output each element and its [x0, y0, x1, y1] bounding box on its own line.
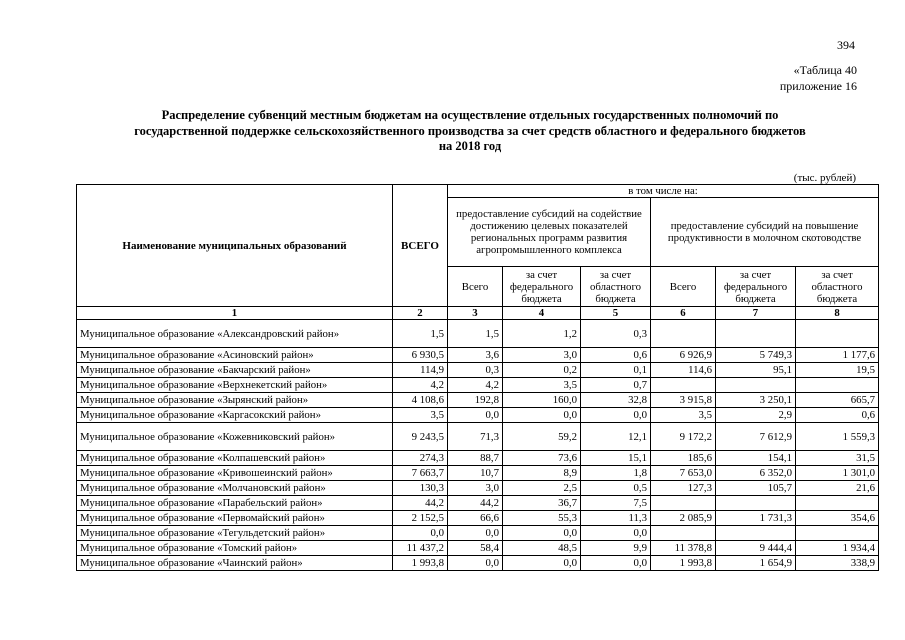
header-total: ВСЕГО: [393, 185, 448, 307]
agro-total-value: 0,3: [448, 363, 503, 378]
table-row: [77, 541, 879, 556]
dairy-federal-value: 3 250,1: [716, 393, 796, 408]
agro-regional-value: 32,8: [581, 393, 651, 408]
total-value: 6 930,5: [393, 348, 448, 363]
dairy-federal-value: 105,7: [716, 481, 796, 496]
agro-total-value: 0,0: [448, 408, 503, 423]
municipality-name: Муниципальное образование «Колпашевский район»: [77, 451, 393, 466]
header-group-dairy: предоставление субсидий на повышение продуктивности в молочном скотоводстве: [651, 198, 879, 267]
dairy-regional-value: 31,5: [796, 451, 879, 466]
municipality-name: Муниципальное образование «Кривошеинский район»: [77, 466, 393, 481]
agro-total-value: 10,7: [448, 466, 503, 481]
total-value: 114,9: [393, 363, 448, 378]
dairy-regional-value: 1 934,4: [796, 541, 879, 556]
table-row: [77, 511, 879, 526]
agro-regional-value: 0,0: [581, 556, 651, 571]
agro-total-value: 0,0: [448, 526, 503, 541]
agro-federal-value: 55,3: [503, 511, 581, 526]
dairy-total-value: 9 172,2: [651, 423, 716, 451]
dairy-federal-value: 95,1: [716, 363, 796, 378]
dairy-total-value: 185,6: [651, 451, 716, 466]
page-number: 394: [837, 38, 855, 52]
dairy-federal-value: 2,9: [716, 408, 796, 423]
dairy-federal-value: 154,1: [716, 451, 796, 466]
table-row: [77, 348, 879, 363]
dairy-federal-value: [716, 526, 796, 541]
agro-federal-value: 36,7: [503, 496, 581, 511]
dairy-regional-value: [796, 496, 879, 511]
table-body: [77, 320, 879, 571]
header-agro-federal: за счет федерального бюджета: [503, 267, 581, 307]
column-number: 5: [581, 307, 651, 320]
agro-federal-value: 59,2: [503, 423, 581, 451]
dairy-regional-value: 1 559,3: [796, 423, 879, 451]
agro-federal-value: 3,5: [503, 378, 581, 393]
table-row: [77, 393, 879, 408]
dairy-federal-value: 5 749,3: [716, 348, 796, 363]
header-dairy-regional: за счет областного бюджета: [796, 267, 879, 307]
municipality-name: Муниципальное образование «Парабельский район»: [77, 496, 393, 511]
municipality-name: Муниципальное образование «Александровский район»: [77, 320, 393, 348]
dairy-total-value: [651, 526, 716, 541]
agro-regional-value: 0,6: [581, 348, 651, 363]
agro-regional-value: 0,1: [581, 363, 651, 378]
column-number: 7: [716, 307, 796, 320]
municipality-name: Муниципальное образование «Чаинский район»: [77, 556, 393, 571]
municipality-name: Муниципальное образование «Зырянский район»: [77, 393, 393, 408]
dairy-federal-value: 9 444,4: [716, 541, 796, 556]
agro-federal-value: 3,0: [503, 348, 581, 363]
table-row: [77, 320, 879, 348]
dairy-federal-value: 6 352,0: [716, 466, 796, 481]
table-row: [77, 526, 879, 541]
agro-total-value: 1,5: [448, 320, 503, 348]
agro-total-value: 3,6: [448, 348, 503, 363]
column-number: 1: [77, 307, 393, 320]
header-name: Наименование муниципальных образований: [77, 185, 393, 307]
agro-total-value: 44,2: [448, 496, 503, 511]
table-row: [77, 378, 879, 393]
dairy-total-value: [651, 320, 716, 348]
agro-federal-value: 48,5: [503, 541, 581, 556]
column-number: 8: [796, 307, 879, 320]
municipality-name: Муниципальное образование «Асиновский район»: [77, 348, 393, 363]
total-value: 7 663,7: [393, 466, 448, 481]
dairy-regional-value: 1 177,6: [796, 348, 879, 363]
agro-total-value: 4,2: [448, 378, 503, 393]
total-value: 4,2: [393, 378, 448, 393]
municipality-name: Муниципальное образование «Бакчарский район»: [77, 363, 393, 378]
agro-regional-value: 7,5: [581, 496, 651, 511]
total-value: 274,3: [393, 451, 448, 466]
appendix-label: [780, 62, 857, 94]
dairy-total-value: 3,5: [651, 408, 716, 423]
dairy-regional-value: 1 301,0: [796, 466, 879, 481]
units-label: (тыс. рублей): [793, 172, 856, 184]
table-row: [77, 423, 879, 451]
dairy-total-value: 11 378,8: [651, 541, 716, 556]
agro-regional-value: 0,7: [581, 378, 651, 393]
agro-federal-value: 0,2: [503, 363, 581, 378]
dairy-federal-value: [716, 320, 796, 348]
agro-federal-value: 0,0: [503, 526, 581, 541]
agro-total-value: 3,0: [448, 481, 503, 496]
dairy-total-value: 3 915,8: [651, 393, 716, 408]
header-group-agro: предоставление субсидий на содействие достижению целевых показателей региональных программ развития агропромышленного комплекса: [448, 198, 651, 267]
header-agro-total: Всего: [448, 267, 503, 307]
dairy-total-value: [651, 378, 716, 393]
total-value: 4 108,6: [393, 393, 448, 408]
agro-total-value: 88,7: [448, 451, 503, 466]
total-value: 1,5: [393, 320, 448, 348]
header-dairy-federal: за счет федерального бюджета: [716, 267, 796, 307]
total-value: 9 243,5: [393, 423, 448, 451]
municipality-name: Муниципальное образование «Молчановский район»: [77, 481, 393, 496]
dairy-regional-value: [796, 378, 879, 393]
total-value: 44,2: [393, 496, 448, 511]
column-number: 6: [651, 307, 716, 320]
agro-regional-value: 11,3: [581, 511, 651, 526]
table-row: [77, 556, 879, 571]
agro-regional-value: 0,0: [581, 408, 651, 423]
dairy-total-value: [651, 496, 716, 511]
column-number: 3: [448, 307, 503, 320]
agro-total-value: 0,0: [448, 556, 503, 571]
municipality-name: Муниципальное образование «Первомайский район»: [77, 511, 393, 526]
agro-total-value: 66,6: [448, 511, 503, 526]
dairy-total-value: 1 993,8: [651, 556, 716, 571]
agro-total-value: 192,8: [448, 393, 503, 408]
dairy-regional-value: 19,5: [796, 363, 879, 378]
dairy-regional-value: 21,6: [796, 481, 879, 496]
agro-federal-value: 8,9: [503, 466, 581, 481]
dairy-total-value: 6 926,9: [651, 348, 716, 363]
table-row: [77, 451, 879, 466]
table-row: [77, 408, 879, 423]
agro-federal-value: 1,2: [503, 320, 581, 348]
agro-regional-value: 15,1: [581, 451, 651, 466]
dairy-regional-value: 0,6: [796, 408, 879, 423]
document-title: [70, 108, 870, 155]
dairy-federal-value: 1 731,3: [716, 511, 796, 526]
agro-federal-value: 2,5: [503, 481, 581, 496]
column-number: 2: [393, 307, 448, 320]
agro-regional-value: 1,8: [581, 466, 651, 481]
dairy-regional-value: [796, 320, 879, 348]
agro-total-value: 71,3: [448, 423, 503, 451]
title-line-2: государственной поддержке сельскохозяйственного производства за счет средств областного и федерального бюджетов: [134, 123, 806, 138]
municipality-name: Муниципальное образование «Верхнекетский район»: [77, 378, 393, 393]
municipality-name: Муниципальное образование «Тегульдетский район»: [77, 526, 393, 541]
dairy-regional-value: 354,6: [796, 511, 879, 526]
dairy-total-value: 2 085,9: [651, 511, 716, 526]
municipality-name: Муниципальное образование «Кожевниковский район»: [77, 423, 393, 451]
agro-regional-value: 12,1: [581, 423, 651, 451]
subvention-table: [76, 184, 879, 571]
dairy-federal-value: [716, 496, 796, 511]
table-row: [77, 496, 879, 511]
header-agro-regional: за счет областного бюджета: [581, 267, 651, 307]
header-including: в том числе на:: [448, 185, 879, 198]
dairy-federal-value: 1 654,9: [716, 556, 796, 571]
dairy-regional-value: 665,7: [796, 393, 879, 408]
agro-federal-value: 160,0: [503, 393, 581, 408]
dairy-federal-value: 7 612,9: [716, 423, 796, 451]
agro-total-value: 58,4: [448, 541, 503, 556]
agro-federal-value: 0,0: [503, 408, 581, 423]
table-row: [77, 363, 879, 378]
dairy-total-value: 114,6: [651, 363, 716, 378]
municipality-name: Муниципальное образование «Каргасокский район»: [77, 408, 393, 423]
total-value: 1 993,8: [393, 556, 448, 571]
total-value: 0,0: [393, 526, 448, 541]
total-value: 130,3: [393, 481, 448, 496]
table-header: [77, 185, 879, 320]
dairy-total-value: 7 653,0: [651, 466, 716, 481]
total-value: 11 437,2: [393, 541, 448, 556]
dairy-regional-value: 338,9: [796, 556, 879, 571]
agro-federal-value: 73,6: [503, 451, 581, 466]
agro-regional-value: 0,0: [581, 526, 651, 541]
appendix-reference: приложение 16: [779, 79, 857, 93]
municipality-name: Муниципальное образование «Томский район»: [77, 541, 393, 556]
agro-regional-value: 0,5: [581, 481, 651, 496]
title-line-3: на 2018 год: [438, 139, 502, 153]
header-dairy-total: Всего: [651, 267, 716, 307]
agro-regional-value: 9,9: [581, 541, 651, 556]
table-row: [77, 466, 879, 481]
table-row: [77, 481, 879, 496]
dairy-regional-value: [796, 526, 879, 541]
title-line-1: Распределение субвенций местным бюджетам на осуществление отдельных государственных полномочий по: [161, 108, 779, 122]
appendix-table-number: «Таблица 40: [793, 63, 857, 77]
agro-regional-value: 0,3: [581, 320, 651, 348]
dairy-federal-value: [716, 378, 796, 393]
total-value: 3,5: [393, 408, 448, 423]
dairy-total-value: 127,3: [651, 481, 716, 496]
total-value: 2 152,5: [393, 511, 448, 526]
column-number: 4: [503, 307, 581, 320]
agro-federal-value: 0,0: [503, 556, 581, 571]
